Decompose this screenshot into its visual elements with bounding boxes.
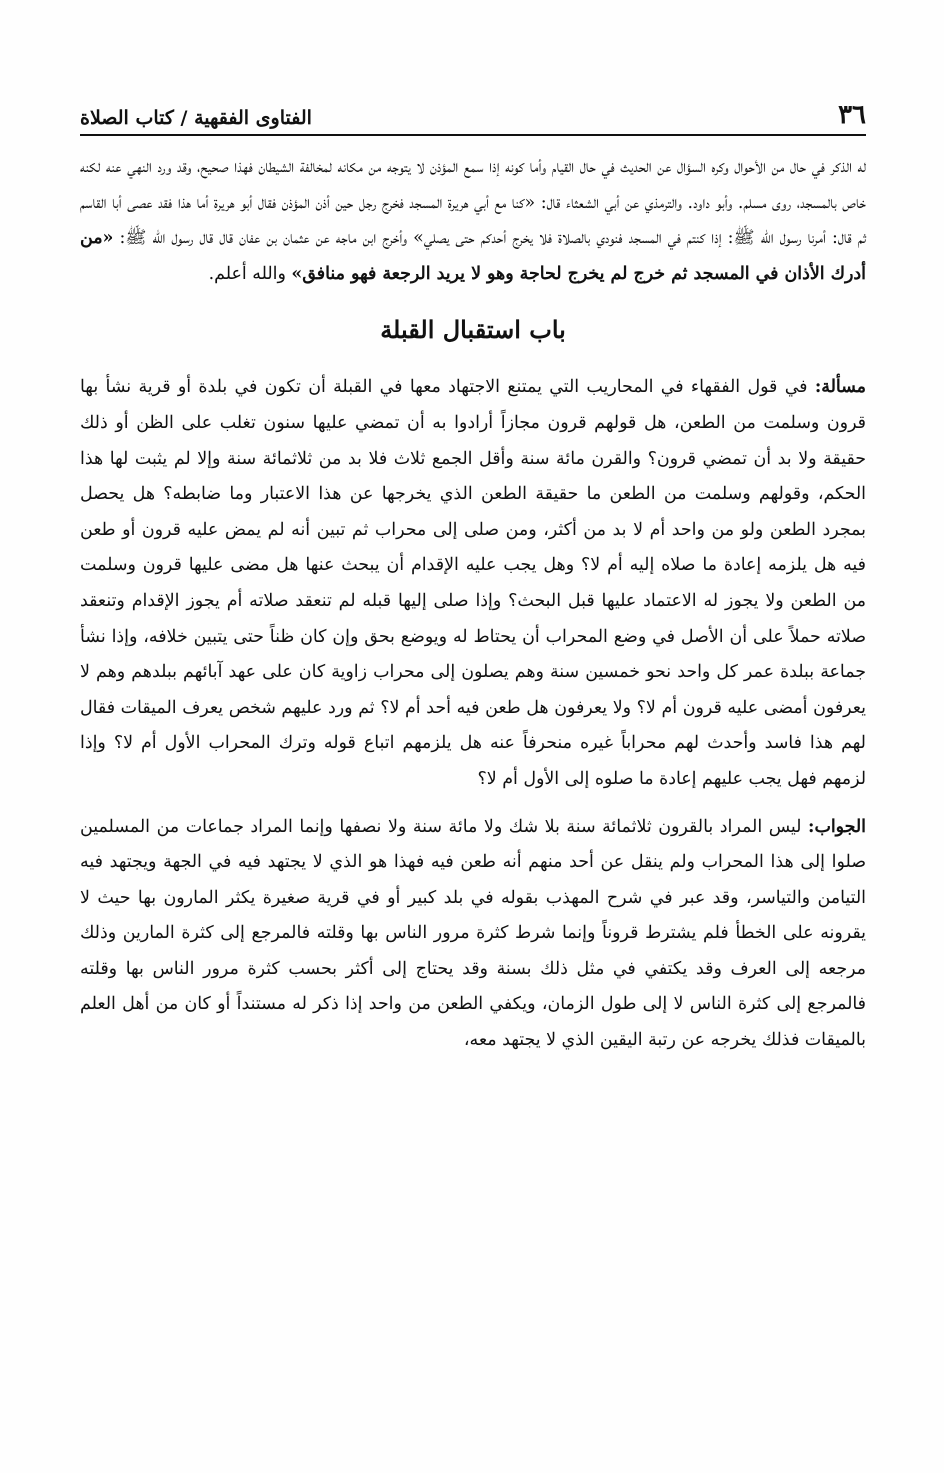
page-body (80, 150, 866, 1059)
question-paragraph (80, 370, 866, 797)
section-title: باب استقبال القبلة (380, 315, 566, 345)
answer-text: ليس المراد بالقرون ثلاثمائة سنة بلا شك ولا مائة سنة ولا نصفها وإنما المراد جماعات من المسلمين صلوا إلى هذا المحراب ولم ينقل عن أحد منهم أنه طعن فيه فهذا هو الذي لا يجتهد فيه في الجهة ويجتهد فيه التيامن والتياسر، وقد عبر في شرح المهذب بقوله في بلد كبير أو في قرية صغيرة يكثر المارون بها حيث لا يقرونه على الخطأ فلم يشترط قروناً وإنما شرط كثرة مرور الناس بها وقلته فالمرجع إلى كثرة المارين وذلك مرجعه إلى العرف وقد يكتفي في مثل ذلك بسنة وقد يحتاج إلى أكثر بحسب كثرة مرور الناس بها وقلته فالمرجع إلى كثرة الناس لا إلى طول الزمان، ويكفي الطعن من واحد إذا ذكر له مستنداً أو كان من أهل العلم بالميقات فذلك يخرجه عن رتبة اليقين الذي لا يجتهد معه، (80, 816, 866, 1051)
answer-paragraph (80, 810, 866, 1059)
hadith-quote: «من أدرك الأذان في المسجد ثم خرج لم يخرج لحاجة وهو لا يريد الرجعة فهو منافق» (80, 228, 866, 284)
page-number: ٣٦ (838, 100, 866, 130)
intro-paragraph (80, 150, 866, 292)
question-text: في قول الفقهاء في المحاريب التي يمتنع الاجتهاد معها في القبلة أن تكون في بلدة أو قرية نشأ بها قرون وسلمت من الطعن، هل قولهم قرون مجازاً أرادوا به أن تمضي عليها سنون تغلب على الظن أو ذلك حقيقة ولا بد أن تمضي قرون؟ والقرن مائة سنة وأقل الجمع ثلاث فلا بد من ثلاثمائة سنة وإلا لم يثبت لها هذا الحكم، وقولهم وسلمت من الطعن ما حقيقة الطعن الذي يخرجها عن هذا الاعتبار وما ضابطه؟ هل يحصل بمجرد الطعن ولو من واحد أم لا بد من أكثر، ومن صلى إلى محراب ثم تبين أنه لم يمض عليه قرون أو طعن فيه هل يلزمه إعادة ما صلاه إليه أم لا؟ وهل يجب عليه الإقدام أن يبحث عنها هل مضى عليها قرون وسلمت من الطعن ولا يجوز له الاعتماد عليها قبل البحث؟ وإذا صلى إليها قبله لم تنعقد صلاته أم يجوز الإقدام وتنعقد صلاته حملاً على أن الأصل في وضع المحراب أن يحتاط له ويوضع بحق وإن كان ظناً حتى يتبين خلافه، وإذا نشأ جماعة ببلدة عمر كل واحد نحو خمسين سنة وهم يصلون إلى محراب زاوية كان على عهد آبائهم ببلدهم وهم لا يعرفون أمضى عليه قرون أم لا؟ ولا يعرفون هل طعن فيه أحد أم لا؟ ثم ورد عليهم شخص يعرف الميقات فقال لهم هذا فاسد وأحدث لهم محراباً غيره منحرفاً عنه هل يلزمهم اتباع قوله وترك المحراب الأول أم لا؟ وإذا لزمهم فهل يجب عليهم إعادة ما صلوه إلى الأول أم لا؟ (80, 377, 866, 789)
answer-label: الجواب: (808, 816, 866, 837)
question-label: مسألة: (814, 377, 866, 398)
intro-text: له الذكر في حال من الأحوال وكره السؤال عن الحديث في حال القيام وأما كونه إذا سمع المؤذن لا يتوجه من مكانه لمخالفة الشيطان فهذا صحيح، وقد ورد النهي عنه لكنه خاص بالمسجد، روى مسلم. وأبو داود. والترمذي عن أبي الشعثاء قال: «كنا مع أبي هريرة المسجد فخرج رجل حين أذن المؤذن فقال أبو هريرة أما هذا فقد عصى أبا القاسم ثم قال: أمرنا رسول الله ﷺ: إذا كنتم في المسجد فنودي بالصلاة فلا يخرج أحدكم حتى يصلي» وأخرج ابن ماجه عن عثمان بن عفان قال قال رسول الله ﷺ: (80, 157, 866, 249)
page-header (80, 92, 866, 136)
running-title: الفتاوى الفقهية / كتاب الصلاة (80, 107, 312, 129)
intro-ending: والله أعلم. (208, 263, 292, 284)
